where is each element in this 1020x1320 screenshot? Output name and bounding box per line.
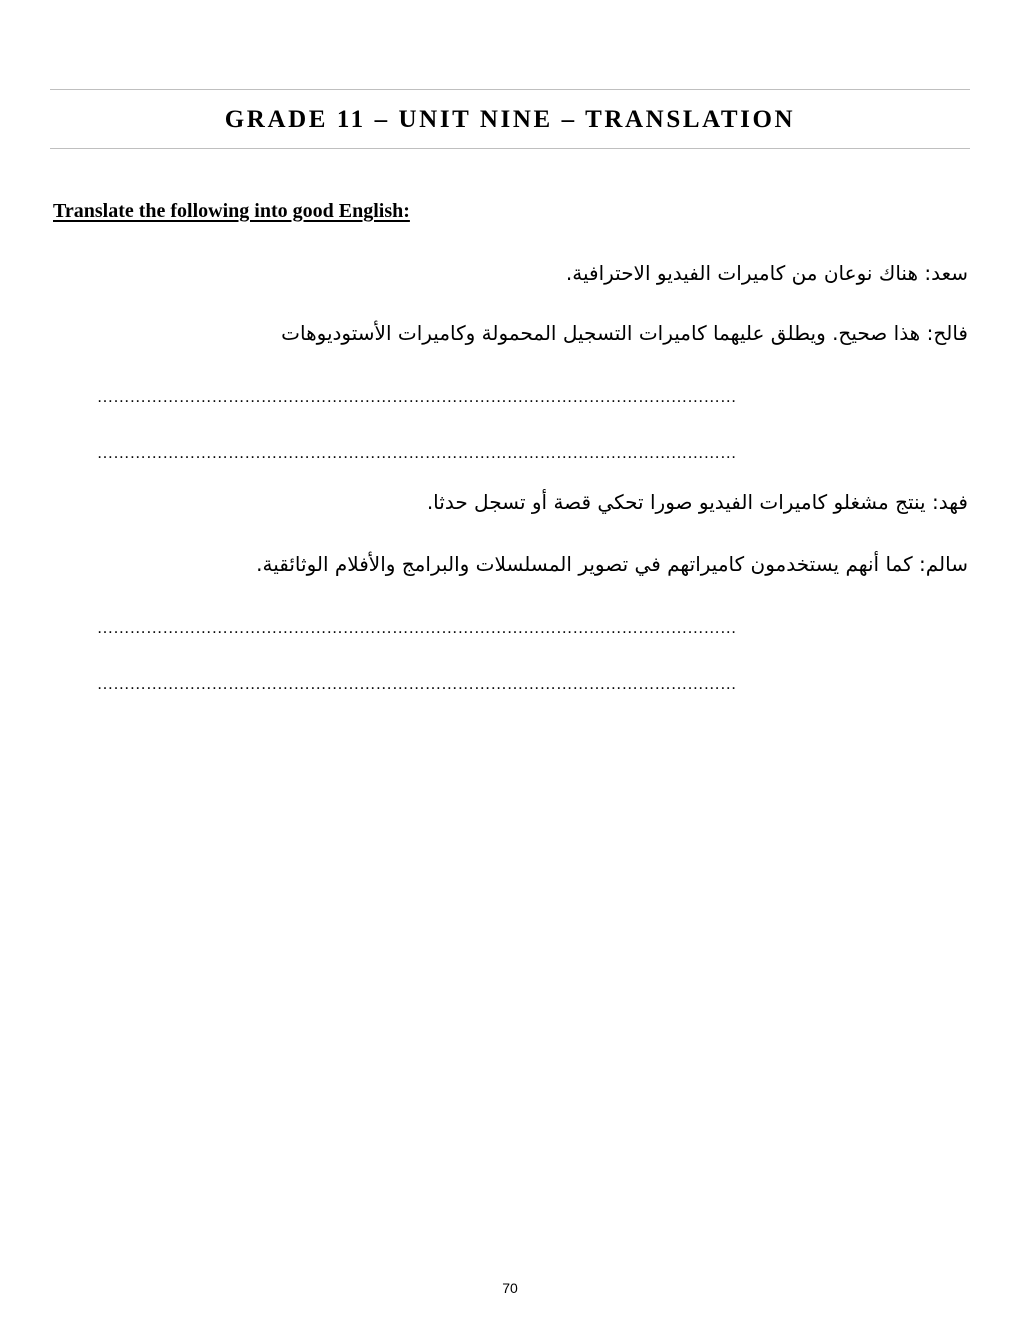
- header-bottom-rule: [50, 148, 970, 149]
- arabic-sentence-salem: سالم: كما أنهم يستخدمون كاميراتهم في تصوير المسلسلات والبرامج والأفلام الوثائقية.: [256, 552, 968, 576]
- answer-line: ………………………………………………………………………………………………………: [97, 389, 737, 406]
- arabic-sentence-saad: سعد: هناك نوعان من كاميرات الفيديو الاحترافية.: [565, 261, 968, 285]
- instruction-heading: Translate the following into good English:: [53, 200, 410, 222]
- arabic-sentence-falih: فالح: هذا صحيح. ويطلق عليهما كاميرات التسجيل المحمولة وكاميرات الأستوديوهات: [281, 321, 968, 345]
- arabic-sentence-fahd: فهد: ينتج مشغلو كاميرات الفيديو صورا تحكي قصة أو تسجل حدثا.: [426, 490, 968, 514]
- answer-line: ………………………………………………………………………………………………………: [97, 676, 737, 693]
- page-number: 70: [502, 1280, 518, 1296]
- page-title: GRADE 11 – UNIT NINE – TRANSLATION: [224, 106, 796, 133]
- header-top-rule: [50, 89, 970, 90]
- answer-line: ………………………………………………………………………………………………………: [97, 620, 737, 637]
- answer-line: ………………………………………………………………………………………………………: [97, 445, 737, 462]
